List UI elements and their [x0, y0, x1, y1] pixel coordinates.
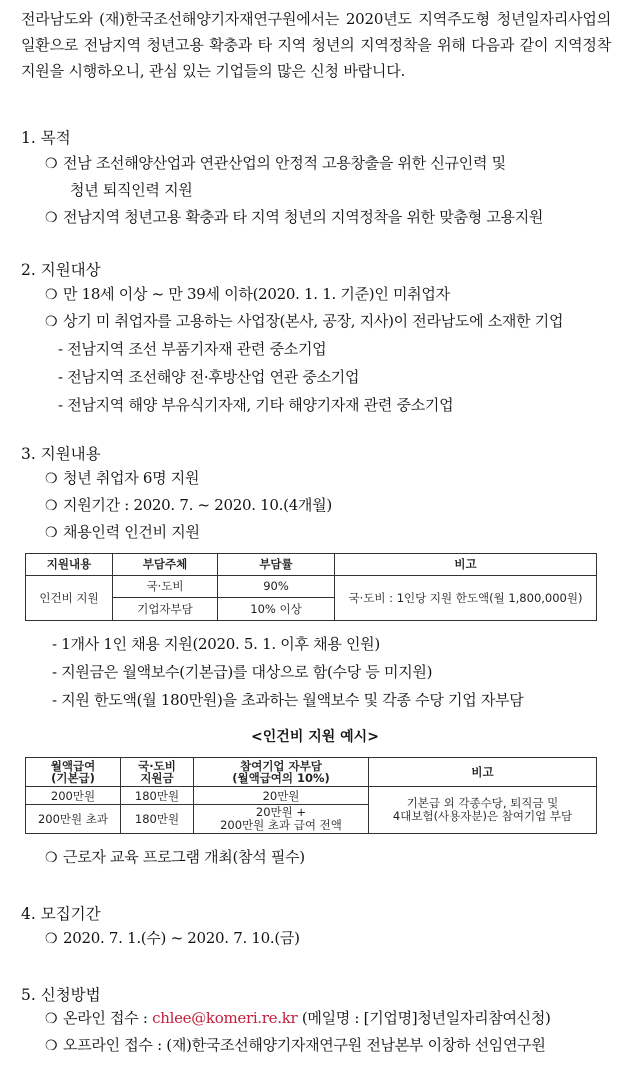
table2-cell: 200만원 — [26, 787, 121, 805]
section-5-bullet-2: ❍ 오프라인 접수 : (재)한국조선해양기자재연구원 전남본부 이창하 선임연구원 — [45, 1036, 546, 1054]
section-3-heading: 3. 지원내용 — [21, 445, 101, 463]
section-2-heading: 2. 지원대상 — [21, 261, 101, 279]
table1-header: 비고 — [335, 554, 597, 576]
email-link[interactable]: chlee@komeri.re.kr — [152, 1009, 298, 1027]
bullet-icon: ❍ — [45, 210, 58, 226]
section-3-detail-2: - 지원금은 월액보수(기본급)를 대상으로 함(수당 등 미지원) — [52, 663, 433, 681]
bullet-icon: ❍ — [45, 156, 58, 172]
section-3-bullet-4: ❍ 근로자 교육 프로그램 개최(참석 필수) — [45, 848, 305, 866]
bullet-icon: ❍ — [45, 314, 58, 330]
table1-header: 부담주체 — [113, 554, 218, 576]
section-2-detail-1: - 전남지역 조선 부품기자재 관련 중소기업 — [58, 340, 327, 358]
bullet-icon: ❍ — [45, 498, 58, 514]
section-3-bullet-1: ❍ 청년 취업자 6명 지원 — [45, 469, 200, 487]
section-2-bullet-2: ❍ 상기 미 취업자를 고용하는 사업장(본사, 공장, 지사)이 전라남도에 소재한 기업 — [45, 312, 564, 330]
table1-cell: 90% — [218, 575, 335, 598]
bullet-icon: ❍ — [45, 287, 58, 303]
bullet-icon: ❍ — [45, 1011, 58, 1027]
section-5-bullet-1: ❍ 온라인 접수 : chlee@komeri.re.kr (메일명 : [기업명]청년일자리참여신청) — [45, 1009, 551, 1027]
intro-paragraph: 전라남도와 (재)한국조선해양기자재연구원에서는 2020년도 지역주도형 청년일자리사업의 일환으로 전남지역 청년고용 확충과 타 지역 청년의 지역정착을 위해 다음과 같이 지역정착지원을 시행하오니, 관심 있는 기업들의 많은 신청 바랍니다. — [21, 10, 611, 80]
table1-cell: 기업자부담 — [113, 598, 218, 621]
table2-cell: 180만원 — [121, 805, 194, 834]
section-4-bullet-1: ❍ 2020. 7. 1.(수) ~ 2020. 7. 10.(금) — [45, 929, 300, 947]
table1-cell: 10% 이상 — [218, 598, 335, 621]
bullet-icon: ❍ — [45, 525, 58, 541]
table1-header: 지원내용 — [26, 554, 113, 576]
section-3-bullet-3: ❍ 채용인력 인건비 지원 — [45, 523, 200, 541]
table2-cell: 180만원 — [121, 787, 194, 805]
table2-header: 월액급여 (기본급) — [26, 758, 121, 787]
table1-cell: 인건비 지원 — [26, 575, 113, 620]
section-2-detail-3: - 전남지역 해양 부유식기자재, 기타 해양기자재 관련 중소기업 — [58, 396, 454, 414]
table2-cell: 20만원 + 200만원 초과 급여 전액 — [194, 805, 369, 834]
bullet-icon: ❍ — [45, 1038, 58, 1054]
table2-cell: 20만원 — [194, 787, 369, 805]
section-1-bullet-1: ❍ 전남 조선해양산업과 연관산업의 안정적 고용창출을 위한 신규인력 및 — [45, 154, 506, 172]
section-2-detail-2: - 전남지역 조선해양 전·후방산업 연관 중소기업 — [58, 368, 360, 386]
table2-cell: 기본급 외 각종수당, 퇴직금 및 4대보험(사용자분)은 참여기업 부담 — [369, 787, 597, 834]
section-1-heading: 1. 목적 — [21, 129, 71, 147]
section-3-bullet-2: ❍ 지원기간 : 2020. 7. ~ 2020. 10.(4개월) — [45, 496, 332, 514]
table2-header: 비고 — [369, 758, 597, 787]
bullet-icon: ❍ — [45, 471, 58, 487]
section-4-heading: 4. 모집기간 — [21, 905, 101, 923]
section-1-bullet-1-cont: 청년 퇴직인력 지원 — [70, 181, 193, 199]
table2-caption: <인건비 지원 예시> — [251, 729, 379, 745]
table1-cell: 국·도비 : 1인당 지원 한도액(월 1,800,000원) — [335, 575, 597, 620]
section-3-detail-1: - 1개사 1인 채용 지원(2020. 5. 1. 이후 채용 인원) — [52, 635, 380, 653]
support-table — [25, 553, 597, 621]
table2-header: 참여기업 자부담 (월액급여의 10%) — [194, 758, 369, 787]
table2-cell: 200만원 초과 — [26, 805, 121, 834]
bullet-icon: ❍ — [45, 931, 58, 947]
table1-header: 부담률 — [218, 554, 335, 576]
table2-header: 국·도비 지원금 — [121, 758, 194, 787]
bullet-icon: ❍ — [45, 850, 58, 866]
section-2-bullet-1: ❍ 만 18세 이상 ~ 만 39세 이하(2020. 1. 1. 기준)인 미취업자 — [45, 285, 450, 303]
example-table — [25, 757, 597, 834]
section-1-bullet-2: ❍ 전남지역 청년고용 확충과 타 지역 청년의 지역정착을 위한 맞춤형 고용지원 — [45, 208, 544, 226]
section-3-detail-3: - 지원 한도액(월 180만원)을 초과하는 월액보수 및 각종 수당 기업 자부담 — [52, 691, 524, 709]
section-5-heading: 5. 신청방법 — [21, 986, 101, 1004]
table1-cell: 국·도비 — [113, 575, 218, 598]
